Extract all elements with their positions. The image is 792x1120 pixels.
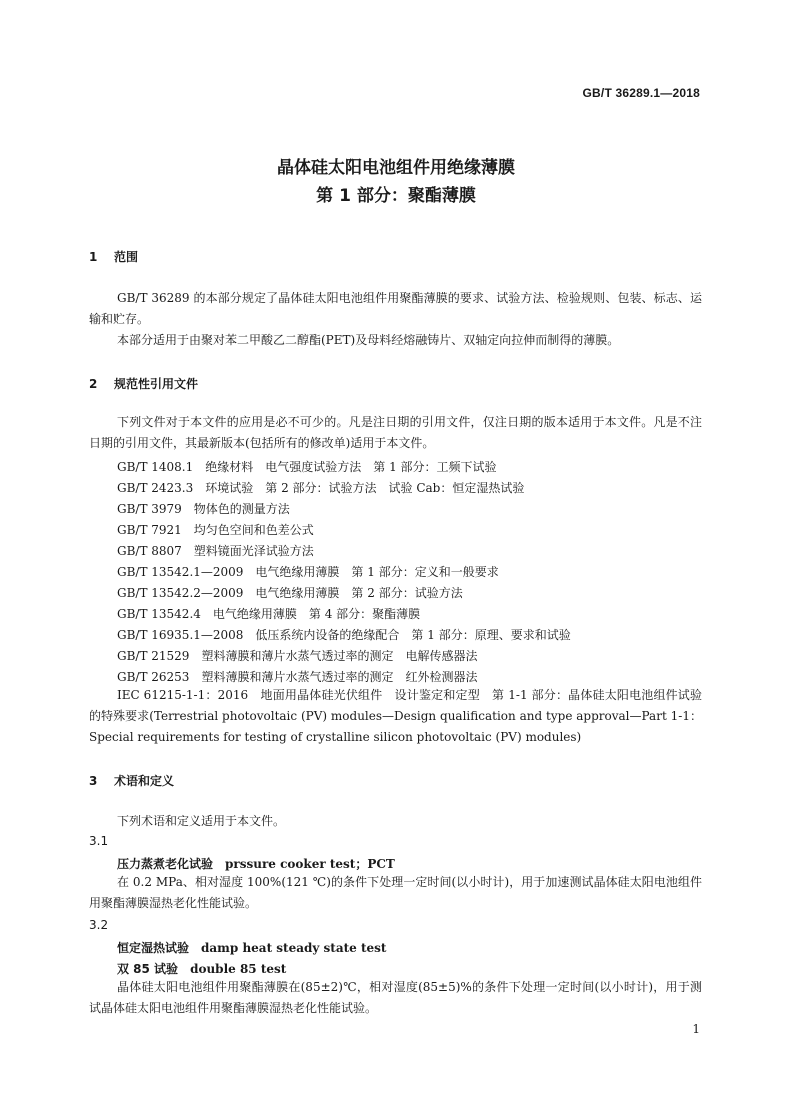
- reference-item: GB/T 13542.1—2009 电气绝缘用薄膜 第 1 部分：定义和一般要求: [117, 565, 499, 579]
- term-chinese: 压力蒸煮老化试验: [117, 857, 214, 871]
- term-chinese: 恒定湿热试验: [117, 941, 190, 955]
- section-number: 3: [89, 774, 98, 788]
- reference-item: GB/T 13542.2—2009 电气绝缘用薄膜 第 2 部分：试验方法: [117, 586, 463, 600]
- reference-item: GB/T 13542.4 电气绝缘用薄膜 第 4 部分：聚酯薄膜: [117, 607, 421, 621]
- term-english: damp heat steady state test: [201, 941, 387, 955]
- term-english: double 85 test: [190, 962, 287, 976]
- standard-number: GB/T 36289.1—2018: [582, 86, 700, 100]
- section-title: 范围: [114, 250, 139, 264]
- terms-intro: 下列术语和定义适用于本文件。: [117, 814, 286, 828]
- reference-item: GB/T 8807 塑料镜面光泽试验方法: [117, 544, 314, 558]
- term-definition: 在 0.2 MPa、相对湿度 100%(121 ℃)的条件下处理一定时间(以小时计)，用于加速测试晶体硅太阳电池组件用聚酯薄膜湿热老化性能试验。: [89, 875, 702, 910]
- term-synonym: [117, 960, 286, 977]
- term-definition: 晶体硅太阳电池组件用聚酯薄膜在(85±2)℃，相对湿度(85±5)%的条件下处理一定时间(以小时计)，用于测试晶体硅太阳电池组件用聚酯薄膜湿热老化性能试验。: [89, 980, 702, 1015]
- reference-item: GB/T 16935.1—2008 低压系统内设备的绝缘配合 第 1 部分：原理、要求和试验: [117, 628, 571, 642]
- term-number: 3.1: [89, 834, 109, 848]
- section-number: 2: [89, 377, 98, 391]
- reference-item: GB/T 26253 塑料薄膜和薄片水蒸气透过率的测定 红外检测器法: [117, 670, 478, 684]
- reference-item: GB/T 3979 物体色的测量方法: [117, 502, 290, 516]
- term-number: 3.2: [89, 918, 109, 932]
- section-heading-scope: [89, 248, 138, 265]
- term-english: prssure cooker test；PCT: [225, 857, 395, 871]
- reference-item: GB/T 21529 塑料薄膜和薄片水蒸气透过率的测定 电解传感器法: [117, 649, 478, 663]
- section-heading-terms: [89, 772, 174, 789]
- references-intro: 下列文件对于本文件的应用是必不可少的。凡是注日期的引用文件，仅注日期的版本适用于本文件。凡是不注日期的引用文件，其最新版本(包括所有的修改单)适用于本文件。: [89, 415, 702, 450]
- section-title: 术语和定义: [114, 774, 175, 788]
- document-subtitle: 第 1 部分：聚酯薄膜: [316, 186, 476, 206]
- reference-item: GB/T 1408.1 绝缘材料 电气强度试验方法 第 1 部分：工频下试验: [117, 460, 497, 474]
- section-heading-normative-references: [89, 375, 198, 392]
- scope-paragraph: 本部分适用于由聚对苯二甲酸乙二醇酯(PET)及母料经熔融铸片、双轴定向拉伸而制得的薄膜。: [117, 333, 620, 347]
- term-entry: [117, 855, 395, 872]
- document-title: 晶体硅太阳电池组件用绝缘薄膜: [277, 158, 515, 178]
- page-number: 1: [692, 1022, 700, 1036]
- scope-paragraph: GB/T 36289 的本部分规定了晶体硅太阳电池组件用聚酯薄膜的要求、试验方法、检验规则、包装、标志、运输和贮存。: [89, 291, 702, 326]
- reference-item: GB/T 2423.3 环境试验 第 2 部分：试验方法 试验 Cab：恒定湿热试验: [117, 481, 525, 495]
- section-number: 1: [89, 250, 98, 264]
- reference-item-iec: IEC 61215-1-1：2016 地面用晶体硅光伏组件 设计鉴定和定型 第 1-1 部分：晶体硅太阳电池组件试验的特殊要求(Terrestrial photovoltaic (PV) modules—Design qualification and type approval—Part 1-1：Special requirements for testing of crystalline silicon photovoltaic (PV) modules): [89, 688, 702, 744]
- term-entry: [117, 939, 386, 956]
- section-title: 规范性引用文件: [114, 377, 199, 391]
- reference-item: GB/T 7921 均匀色空间和色差公式: [117, 523, 314, 537]
- term-chinese: 双 85 试验: [117, 962, 179, 976]
